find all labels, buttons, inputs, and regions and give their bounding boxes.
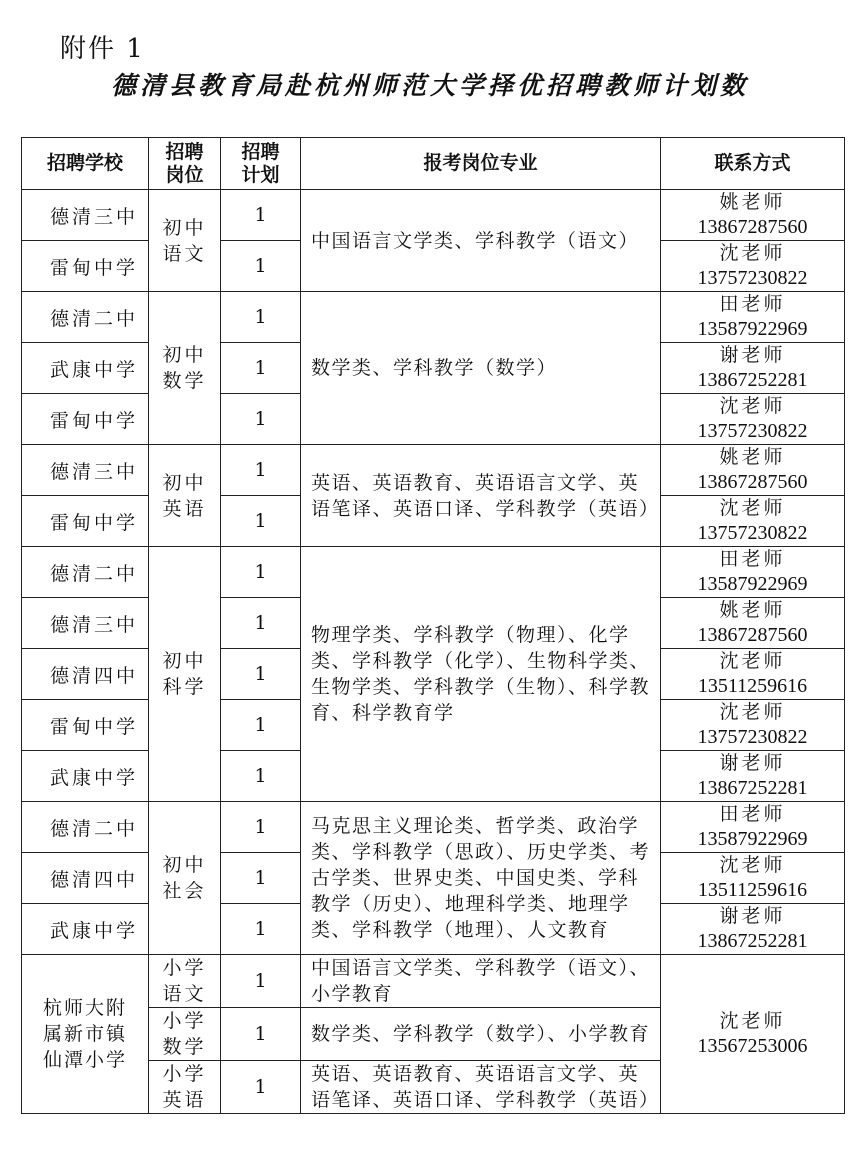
plan-count: 1 bbox=[221, 1008, 301, 1061]
contact-cell bbox=[661, 394, 845, 445]
contact-cell bbox=[661, 955, 845, 1114]
position-line1: 小学 bbox=[162, 1010, 207, 1032]
contact-phone: 13867287560 bbox=[697, 471, 808, 493]
school-name-line3: 仙潭小学 bbox=[42, 1049, 127, 1071]
header-position-line2: 岗位 bbox=[165, 163, 204, 186]
position-line1: 小学 bbox=[162, 957, 207, 979]
plan-count: 1 bbox=[221, 751, 301, 802]
plan-count: 1 bbox=[221, 649, 301, 700]
school-name: 武康中学 bbox=[49, 358, 138, 381]
position-cell bbox=[149, 1061, 221, 1114]
plan-count: 1 bbox=[221, 343, 301, 394]
position-line2: 数学 bbox=[162, 370, 207, 392]
contact-name: 田老师 bbox=[719, 803, 786, 825]
plan-count: 1 bbox=[221, 904, 301, 955]
school-name: 武康中学 bbox=[49, 766, 138, 789]
plan-count: 1 bbox=[221, 241, 301, 292]
contact-name: 沈老师 bbox=[719, 242, 786, 264]
contact-phone: 13867287560 bbox=[697, 216, 808, 238]
contact-phone: 13867287560 bbox=[697, 624, 808, 646]
document-title: 德清县教育局赴杭州师范大学择优招聘教师计划数 bbox=[110, 71, 749, 100]
contact-cell bbox=[661, 904, 845, 955]
plan-count: 1 bbox=[221, 598, 301, 649]
contact-cell bbox=[661, 598, 845, 649]
contact-phone: 13757230822 bbox=[697, 420, 808, 442]
contact-cell bbox=[661, 853, 845, 904]
contact-name: 沈老师 bbox=[719, 1010, 786, 1032]
school-cell bbox=[22, 802, 149, 853]
contact-name: 姚老师 bbox=[719, 446, 786, 468]
position-cell bbox=[149, 802, 221, 955]
contact-name: 谢老师 bbox=[719, 905, 786, 927]
position-line2: 数学 bbox=[162, 1036, 207, 1058]
contact-cell bbox=[661, 445, 845, 496]
school-cell bbox=[22, 496, 149, 547]
major-cell: 数学类、学科教学（数学） bbox=[301, 292, 661, 445]
plan-count: 1 bbox=[221, 802, 301, 853]
contact-cell bbox=[661, 496, 845, 547]
position-cell bbox=[149, 955, 221, 1008]
position-cell bbox=[149, 445, 221, 547]
position-line1: 初中 bbox=[162, 471, 207, 494]
major-cell: 英语、英语教育、英语语言文学、英语笔译、英语口译、学科教学（英语） bbox=[301, 1061, 661, 1114]
recruitment-plan-table bbox=[21, 137, 845, 1114]
school-cell bbox=[22, 394, 149, 445]
position-line2: 语文 bbox=[162, 983, 207, 1005]
contact-cell bbox=[661, 649, 845, 700]
school-name: 德清四中 bbox=[49, 664, 138, 687]
header-school: 招聘学校 bbox=[22, 138, 149, 190]
school-cell bbox=[22, 649, 149, 700]
school-cell bbox=[22, 853, 149, 904]
plan-count: 1 bbox=[221, 700, 301, 751]
contact-phone: 13867252281 bbox=[697, 930, 808, 952]
school-name: 德清三中 bbox=[49, 205, 138, 228]
school-cell bbox=[22, 445, 149, 496]
school-cell bbox=[22, 700, 149, 751]
plan-count: 1 bbox=[221, 853, 301, 904]
position-cell bbox=[149, 292, 221, 445]
position-line1: 初中 bbox=[162, 344, 207, 366]
header-position bbox=[149, 138, 221, 190]
contact-name: 沈老师 bbox=[719, 497, 786, 519]
school-name: 德清四中 bbox=[49, 868, 138, 891]
contact-phone: 13867252281 bbox=[697, 777, 808, 799]
school-name: 雷甸中学 bbox=[49, 256, 138, 279]
contact-name: 谢老师 bbox=[719, 344, 786, 366]
school-name: 德清二中 bbox=[49, 817, 138, 840]
school-name: 德清三中 bbox=[49, 613, 138, 636]
header-plan-line2: 计划 bbox=[241, 163, 280, 186]
school-name: 雷甸中学 bbox=[49, 715, 138, 738]
school-name-line2: 属新市镇 bbox=[42, 1023, 127, 1045]
table-row bbox=[22, 802, 845, 853]
school-cell bbox=[22, 598, 149, 649]
position-line2: 英语 bbox=[162, 1089, 207, 1111]
position-line2: 社会 bbox=[162, 880, 207, 902]
contact-name: 沈老师 bbox=[719, 395, 786, 417]
contact-name: 田老师 bbox=[719, 293, 786, 315]
contact-name: 田老师 bbox=[719, 548, 786, 570]
table-row bbox=[22, 292, 845, 343]
school-name: 武康中学 bbox=[49, 919, 138, 942]
contact-name: 姚老师 bbox=[719, 191, 786, 213]
contact-name: 姚老师 bbox=[719, 599, 786, 621]
position-line1: 初中 bbox=[162, 216, 207, 239]
contact-phone: 13587922969 bbox=[697, 318, 808, 340]
position-cell bbox=[149, 190, 221, 292]
contact-cell bbox=[661, 547, 845, 598]
contact-cell bbox=[661, 751, 845, 802]
major-cell: 英语、英语教育、英语语言文学、英语笔译、英语口译、学科教学（英语） bbox=[301, 445, 661, 547]
position-line2: 英语 bbox=[162, 497, 207, 520]
contact-cell bbox=[661, 292, 845, 343]
plan-count: 1 bbox=[221, 547, 301, 598]
plan-count: 1 bbox=[221, 190, 301, 241]
contact-phone: 13587922969 bbox=[697, 828, 808, 850]
school-name: 雷甸中学 bbox=[49, 511, 138, 534]
major-cell: 物理学类、学科教学（物理）、化学类、学科教学（化学）、生物科学类、生物学类、学科教学（生物）、科学教育、科学教育学 bbox=[301, 547, 661, 802]
contact-name: 沈老师 bbox=[719, 854, 786, 876]
header-major: 报考岗位专业 bbox=[301, 138, 661, 190]
school-cell bbox=[22, 751, 149, 802]
primary-school-cell bbox=[22, 955, 149, 1114]
position-line1: 初中 bbox=[162, 854, 207, 876]
contact-phone: 13867252281 bbox=[697, 369, 808, 391]
plan-count: 1 bbox=[221, 394, 301, 445]
school-name: 德清二中 bbox=[49, 307, 138, 330]
contact-phone: 13567253006 bbox=[697, 1035, 808, 1057]
table-row bbox=[22, 955, 845, 1008]
school-cell bbox=[22, 292, 149, 343]
contact-phone: 13757230822 bbox=[697, 522, 808, 544]
position-cell bbox=[149, 547, 221, 802]
school-cell bbox=[22, 241, 149, 292]
table-body bbox=[22, 190, 845, 1114]
school-name-line1: 杭师大附 bbox=[42, 997, 127, 1019]
contact-phone: 13511259616 bbox=[697, 879, 808, 901]
major-cell: 中国语言文学类、学科教学（语文）、小学教育 bbox=[301, 955, 661, 1008]
header-contact: 联系方式 bbox=[661, 138, 845, 190]
contact-phone: 13757230822 bbox=[697, 267, 808, 289]
position-line2: 科学 bbox=[162, 676, 207, 698]
header-position-line1: 招聘 bbox=[165, 140, 204, 163]
contact-cell bbox=[661, 700, 845, 751]
contact-cell bbox=[661, 343, 845, 394]
contact-phone: 13511259616 bbox=[697, 675, 808, 697]
position-cell bbox=[149, 1008, 221, 1061]
school-cell bbox=[22, 547, 149, 598]
school-name: 德清三中 bbox=[49, 460, 138, 483]
header-plan bbox=[221, 138, 301, 190]
contact-name: 谢老师 bbox=[719, 752, 786, 774]
contact-phone: 13757230822 bbox=[697, 726, 808, 748]
school-name: 德清二中 bbox=[49, 562, 138, 585]
table-header-row bbox=[22, 138, 845, 190]
position-line1: 小学 bbox=[162, 1063, 207, 1085]
table-row bbox=[22, 190, 845, 241]
major-cell: 中国语言文学类、学科教学（语文） bbox=[301, 190, 661, 292]
school-cell bbox=[22, 190, 149, 241]
table-row bbox=[22, 445, 845, 496]
plan-count: 1 bbox=[221, 955, 301, 1008]
contact-cell bbox=[661, 241, 845, 292]
contact-phone: 13587922969 bbox=[697, 573, 808, 595]
major-cell: 数学类、学科教学（数学）、小学教育 bbox=[301, 1008, 661, 1061]
plan-count: 1 bbox=[221, 445, 301, 496]
plan-count: 1 bbox=[221, 496, 301, 547]
contact-name: 沈老师 bbox=[719, 650, 786, 672]
attachment-label: 附件 1 bbox=[60, 34, 145, 64]
contact-cell bbox=[661, 802, 845, 853]
position-line2: 语文 bbox=[162, 242, 207, 265]
plan-count: 1 bbox=[221, 1061, 301, 1114]
plan-count: 1 bbox=[221, 292, 301, 343]
contact-name: 沈老师 bbox=[719, 701, 786, 723]
position-line1: 初中 bbox=[162, 650, 207, 672]
table-row bbox=[22, 547, 845, 598]
school-cell bbox=[22, 904, 149, 955]
major-cell: 马克思主义理论类、哲学类、政治学类、学科教学（思政）、历史学类、考古学类、世界史类、中国史类、学科教学（历史）、地理科学类、地理学类、学科教学（地理）、人文教育 bbox=[301, 802, 661, 955]
school-name: 雷甸中学 bbox=[49, 409, 138, 432]
contact-cell bbox=[661, 190, 845, 241]
header-plan-line1: 招聘 bbox=[241, 140, 280, 163]
school-cell bbox=[22, 343, 149, 394]
